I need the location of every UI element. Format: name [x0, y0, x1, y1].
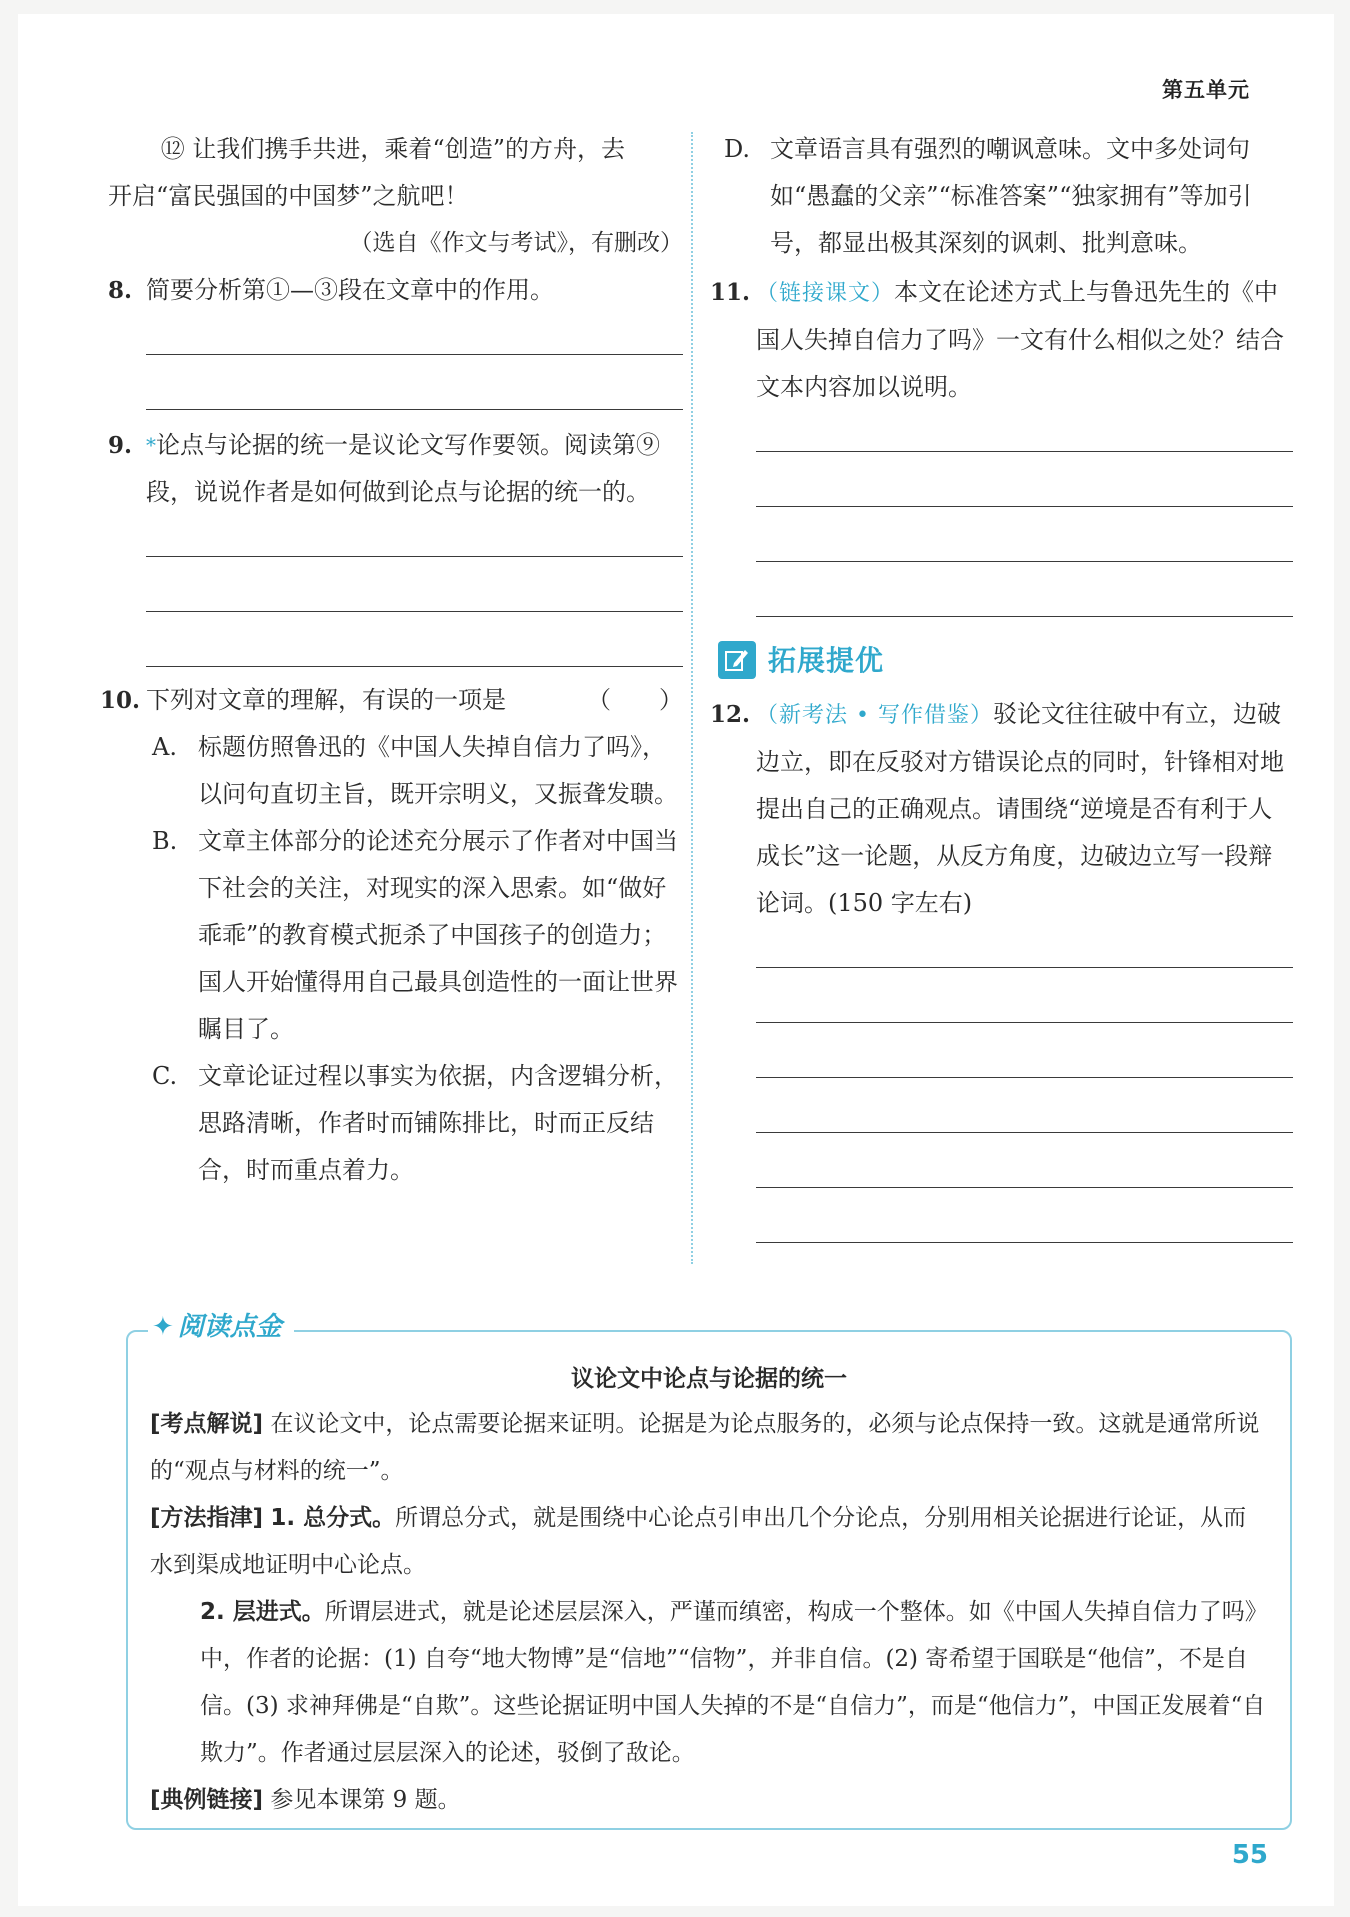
paragraph-12-line1: ⑫ 让我们携手共进，乘着“创造”的方舟，去: [160, 135, 625, 163]
answer-line[interactable]: [146, 557, 683, 612]
question-text: 驳论文往往破中有立，边破边立，即在反驳对方错误论点的同时，针锋相对地提出自己的正确观点。请围绕“逆境是否有利于人成长”这一论题，从反方角度，边破边立写一段辩论词。(150 字左右): [756, 700, 1284, 917]
question-tag: （新考法 • 写作借鉴）: [756, 703, 993, 728]
option-text: 文章论证过程以事实为依据，内含逻辑分析，思路清晰，作者时而铺陈排比，时而正反结合，时而重点着力。: [198, 1062, 678, 1184]
answer-line[interactable]: [756, 411, 1293, 452]
question-number: 12.: [710, 701, 751, 728]
article-source: （选自《作文与考试》，有删改）: [349, 230, 683, 256]
worksheet-page: [18, 14, 1334, 1906]
box-heading: 议论文中论点与论据的统一: [571, 1366, 847, 1392]
example-link-label: [典例链接]: [150, 1787, 264, 1813]
option-c: [146, 1053, 683, 1194]
section-title: 拓展提优: [768, 644, 885, 677]
answer-line[interactable]: [756, 1078, 1293, 1133]
question-12: [710, 691, 1293, 927]
sparkle-icon: ✦: [152, 1312, 174, 1342]
method-1: [150, 1495, 1268, 1589]
box-title: ✦ 阅读点金: [148, 1306, 294, 1343]
star-icon: *: [146, 433, 156, 457]
left-column: [100, 126, 683, 1194]
answer-line[interactable]: [756, 507, 1293, 562]
reading-tips-box: [126, 1312, 1292, 1830]
box-body: [128, 1393, 1290, 1824]
question-number: 9.: [108, 432, 133, 459]
option-text: 标题仿照鲁迅的《中国人失掉自信力了吗》，以问句直切主旨，既开宗明义，又振聋发聩。: [198, 733, 678, 808]
option-b: [146, 818, 683, 1053]
question-tag: （链接课文）: [756, 281, 895, 306]
question-11: [710, 269, 1293, 411]
method-1-text: 所谓总分式，就是围绕中心论点引申出几个分论点，分别用相关论据进行论证，从而水到渠成地证明中心论点。: [150, 1505, 1247, 1578]
question-text: 简要分析第①—③段在文章中的作用。: [146, 276, 554, 304]
option-letter: D.: [724, 135, 751, 163]
method-2-text: 所谓层进式，就是论述层层深入，严谨而缜密，构成一个整体。如《中国人失掉自信力了吗》中，作者的论据：(1) 自夸“地大物博”是“信地”“信物”，并非自信。(2) 寄希望于国联是“他信”，不是自信。(3) 求神拜佛是“自欺”。这些论据证明中国人失掉的不是“自信力”，而是“他信力”，中国正发展着“自欺力”。作者通过层层深入的论述，驳倒了敌论。: [200, 1599, 1268, 1766]
exam-point: [150, 1401, 1268, 1495]
question-number: 10.: [100, 687, 141, 714]
method-label: [方法指津]: [150, 1505, 264, 1531]
question-text: 论点与论据的统一是议论文写作要领。阅读第⑨段，说说作者是如何做到论点与论据的统一的。: [146, 431, 660, 506]
answer-line[interactable]: [756, 452, 1293, 507]
answer-line[interactable]: [146, 355, 683, 410]
question-number: 11.: [710, 279, 751, 306]
option-letter: C.: [152, 1062, 178, 1090]
paragraph-12-line2: 开启“富民强国的中国梦”之航吧！: [108, 182, 469, 210]
unit-header: 第五单元: [1162, 78, 1250, 102]
answer-line[interactable]: [756, 562, 1293, 617]
question-9: [108, 422, 683, 516]
question-number: 8.: [108, 277, 133, 304]
column-divider: [691, 132, 693, 1264]
method-1-title: 1. 总分式。: [270, 1505, 396, 1531]
answer-line[interactable]: [756, 1133, 1293, 1188]
option-d: [718, 126, 1293, 267]
right-column: [710, 126, 1293, 1243]
question-10: [100, 677, 683, 724]
pencil-icon: [718, 641, 756, 679]
answer-line[interactable]: [756, 927, 1293, 968]
question-8: [108, 267, 683, 314]
page-number: 55: [1231, 1840, 1268, 1870]
option-letter: B.: [152, 827, 178, 855]
option-a: [146, 724, 683, 818]
answer-blank[interactable]: （ ）: [587, 686, 683, 714]
exam-point-label: [考点解说]: [150, 1411, 264, 1437]
example-link: [150, 1777, 1268, 1824]
option-letter: A.: [152, 733, 177, 761]
method-2-title: 2. 层进式。: [200, 1599, 325, 1625]
answer-line[interactable]: [756, 968, 1293, 1023]
section-heading: [718, 635, 1293, 685]
answer-line[interactable]: [146, 314, 683, 355]
question-text: 本文在论述方式上与鲁迅先生的《中国人失掉自信力了吗》一文有什么相似之处？结合文本内容加以说明。: [756, 278, 1284, 401]
answer-line[interactable]: [756, 1023, 1293, 1078]
exam-point-text: 在议论文中，论点需要论据来证明。论据是为论点服务的，必须与论点保持一致。这就是通常所说的“观点与材料的统一”。: [150, 1411, 1260, 1484]
option-text: 文章语言具有强烈的嘲讽意味。文中多处词句如“愚蠢的父亲”“标准答案”“独家拥有”等加引号，都显出极其深刻的讽刺、批判意味。: [770, 135, 1252, 257]
option-text: 文章主体部分的论述充分展示了作者对中国当下社会的关注，对现实的深入思索。如“做好乖乖”的教育模式扼杀了中国孩子的创造力；国人开始懂得用自己最具创造性的一面让世界瞩目了。: [198, 827, 678, 1043]
question-text: 下列对文章的理解，有误的一项是: [146, 686, 506, 714]
answer-line[interactable]: [146, 516, 683, 557]
method-2: [150, 1589, 1268, 1777]
answer-line[interactable]: [146, 612, 683, 667]
answer-line[interactable]: [756, 1188, 1293, 1243]
example-link-text: 参见本课第 9 题。: [270, 1787, 461, 1813]
